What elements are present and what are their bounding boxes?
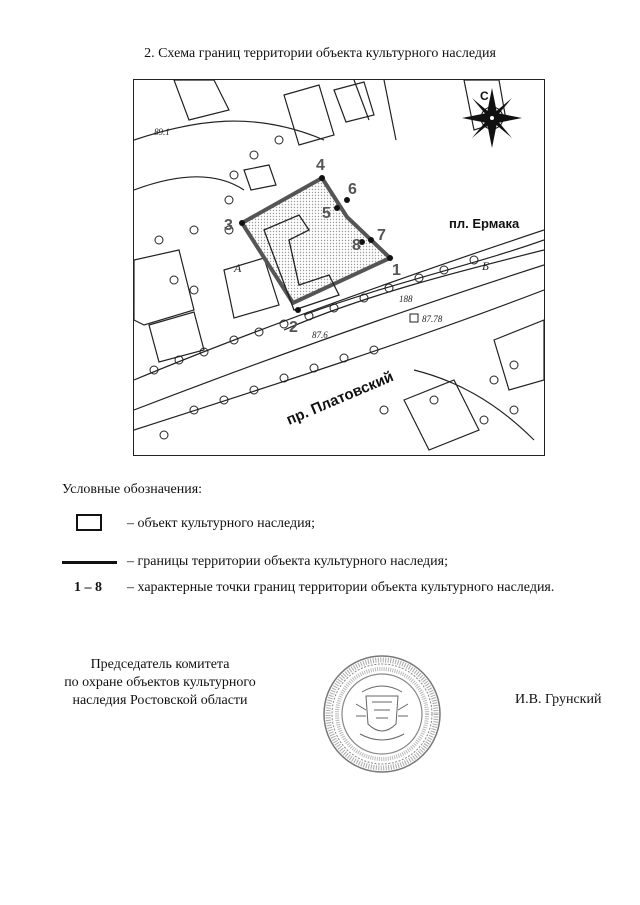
elevation-label: 87.78 — [422, 314, 443, 324]
position-line: по охране объектов культурного — [64, 675, 256, 690]
square-label: пл. Ермака — [449, 216, 520, 231]
legend-text: – границы территории объекта культурного наследия; — [127, 554, 448, 569]
position-line: наследия Ростовской области — [72, 693, 248, 708]
point-label-6: 6 — [348, 181, 357, 198]
page-title: 2. Схема границ территории объекта культурного наследия — [144, 46, 496, 61]
territory-boundary — [242, 178, 390, 303]
legend-item-boundary — [62, 552, 622, 574]
legend-item-object — [62, 514, 622, 536]
point-label-1: 1 — [392, 262, 401, 279]
map-drawing — [134, 80, 544, 455]
points-range: 1 – 8 — [74, 580, 102, 595]
signatory-name: И.В. Грунский — [515, 692, 602, 707]
legend-heading: Условные обозначения: — [62, 482, 203, 497]
official-seal — [322, 654, 442, 774]
zone-letter: Б — [482, 259, 490, 273]
legend-text: – объект культурного наследия; — [127, 516, 315, 531]
legend-text: – характерные точки границ территории объекта культурного наследия. — [127, 580, 555, 595]
point-label-2: 2 — [289, 319, 298, 336]
north-label: С — [480, 89, 489, 103]
elevation-label: 87.6 — [312, 330, 328, 340]
compass-rose — [462, 88, 522, 148]
zone-letter: А — [234, 261, 242, 275]
point-label-3: 3 — [224, 217, 233, 234]
legend-item-points — [62, 578, 622, 600]
object-box-symbol — [62, 514, 118, 536]
points-range-symbol — [62, 578, 118, 600]
boundary-map — [133, 79, 545, 456]
position-line: Председатель комитета — [90, 657, 230, 672]
point-label-4: 4 — [316, 157, 325, 174]
elevation-label: 89.1 — [154, 127, 170, 137]
point-label-7: 7 — [377, 227, 386, 244]
signatory-position — [40, 656, 280, 710]
point-label-8: 8 — [352, 237, 361, 254]
point-label-5: 5 — [322, 205, 331, 222]
boundary-line-symbol — [62, 552, 118, 574]
avenue-label: пр. Платовский — [283, 368, 397, 429]
elevation-label: 188 — [399, 294, 413, 304]
